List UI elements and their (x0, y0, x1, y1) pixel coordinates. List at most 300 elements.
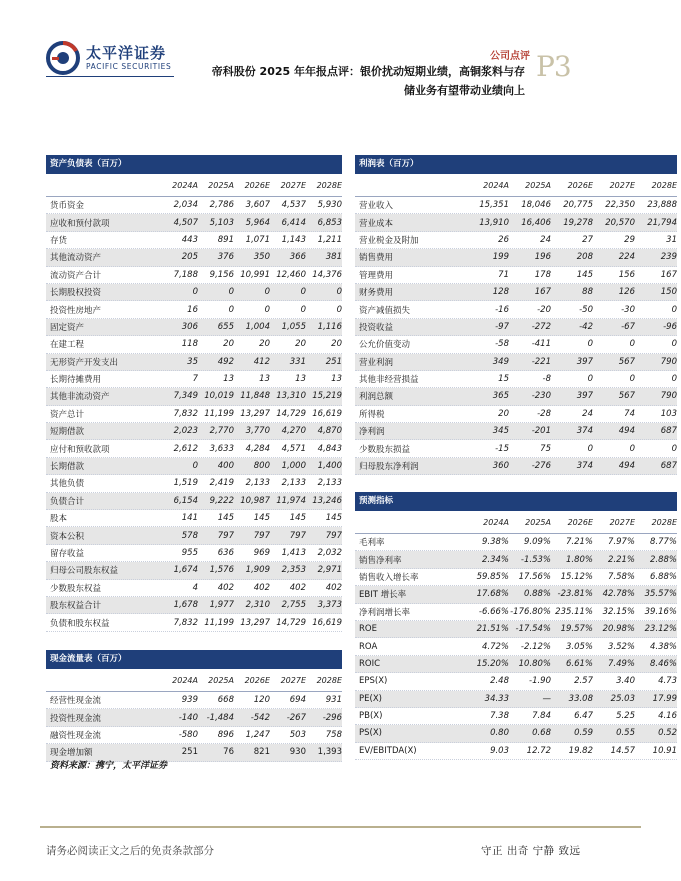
table-cell: 199 (492, 252, 509, 263)
table-cell: 75 (540, 443, 551, 454)
table-cell: 1,055 (281, 321, 306, 332)
column-header: 2024A (483, 517, 509, 527)
table-row (46, 475, 342, 492)
table-cell: 0 (587, 374, 593, 385)
table-cell: 22,350 (605, 200, 635, 211)
table-cell: 376 (217, 252, 234, 263)
table-cell: -17.54% (515, 624, 551, 635)
forecast-body (355, 534, 677, 760)
table-cell: -67 (621, 321, 635, 332)
table-row (46, 562, 342, 579)
table-cell: 178 (534, 269, 551, 280)
table-cell: -2.12% (520, 641, 551, 652)
table-cell: 126 (618, 287, 635, 298)
table-cell: 494 (618, 461, 635, 472)
table-cell: 7,832 (173, 408, 198, 419)
column-header: 2027E (609, 517, 635, 527)
row-label: 长期股权投资 (50, 288, 102, 299)
table-cell: 145 (325, 513, 342, 524)
table-cell: 567 (618, 391, 635, 402)
table-row (355, 621, 677, 638)
table-cell: 891 (217, 234, 234, 245)
balance-sheet-body (46, 197, 342, 632)
table-cell: 20 (498, 408, 509, 419)
table-cell: 20,570 (605, 217, 635, 228)
table-cell: 1,413 (281, 548, 306, 558)
table-cell: 145 (289, 513, 306, 524)
column-header: 2024A (172, 675, 198, 685)
table-cell: 0 (264, 304, 270, 315)
table-cell: 1,116 (317, 321, 342, 332)
table-cell: -1.90 (529, 676, 551, 687)
table-cell: 4,537 (281, 200, 306, 211)
row-label: PS(X) (359, 728, 382, 739)
table-row (355, 725, 677, 742)
table-row (355, 319, 677, 336)
table-cell: 797 (325, 530, 342, 541)
table-row (46, 727, 342, 744)
table-cell: 492 (217, 356, 234, 367)
table-cell: 374 (576, 461, 593, 472)
table-row (46, 493, 342, 510)
row-label: 负债和股东权益 (50, 618, 110, 629)
table-cell: 636 (217, 548, 234, 558)
table-cell: 19.57% (560, 624, 593, 635)
footer-disclaimer: 请务必阅读正文之后的免责条款部分 (46, 845, 214, 857)
table-cell: 13,910 (479, 217, 509, 228)
table-cell: 1,519 (173, 478, 198, 489)
row-label: 其他非流动资产 (50, 392, 110, 403)
table-row (355, 354, 677, 371)
row-label: 短期借款 (50, 427, 85, 438)
table-cell: 12,460 (276, 269, 306, 280)
table-cell: 13,297 (240, 617, 270, 628)
table-cell: 955 (181, 548, 198, 558)
table-row (355, 458, 677, 475)
table-cell: 10,991 (240, 269, 270, 280)
table-row (46, 284, 342, 301)
row-label: 营业税金及附加 (359, 235, 419, 246)
column-header: 2025A (525, 517, 551, 527)
row-label: 留存收益 (50, 549, 85, 559)
table-cell: 21.51% (476, 624, 509, 635)
table-cell: -58 (495, 339, 509, 350)
column-header: 2026E (244, 675, 270, 685)
table-cell: 17.68% (476, 589, 509, 600)
table-cell: 3,607 (245, 200, 270, 211)
table-cell: 39.16% (644, 606, 677, 617)
table-cell: 145 (253, 513, 270, 524)
column-header: 2028E (651, 180, 677, 190)
table-cell: 931 (325, 695, 342, 706)
row-label: 销售净利率 (359, 555, 402, 566)
table-cell: 567 (618, 356, 635, 367)
table-row (46, 214, 342, 231)
row-label: 投资收益 (359, 322, 394, 333)
table-cell: 2,419 (209, 478, 234, 489)
row-label: 存货 (50, 235, 68, 246)
table-cell: 2,034 (173, 200, 198, 211)
table-row (355, 638, 677, 655)
table-cell: 251 (181, 747, 198, 758)
page-number: P3 (536, 50, 571, 83)
data-source-note: 资料来源：携宁，太平洋证券 (50, 761, 168, 771)
table-cell: 0 (671, 304, 677, 315)
table-row (46, 267, 342, 284)
row-label: 固定资产 (50, 322, 85, 333)
table-cell: 18,046 (521, 200, 551, 211)
table-cell: 4.72% (481, 641, 509, 652)
table-cell: 10,019 (204, 391, 234, 402)
table-cell: 1,211 (317, 234, 342, 245)
table-cell: 13 (295, 374, 306, 385)
table-cell: 20 (259, 339, 270, 350)
table-cell: 1.80% (565, 554, 593, 565)
table-cell: 687 (660, 461, 677, 472)
table-cell: 758 (325, 729, 342, 740)
table-cell: 59.85% (476, 571, 509, 582)
row-label: 少数股东损益 (359, 444, 411, 455)
table-row (46, 458, 342, 475)
table-cell: -221 (531, 356, 551, 367)
table-cell: 0.80 (490, 728, 509, 739)
table-cell: 19.82 (568, 745, 593, 756)
table-cell: 2,133 (281, 478, 306, 489)
row-label: 营业利润 (359, 357, 394, 368)
table-cell: 8.46% (649, 658, 677, 669)
logo-en-text: PACIFIC SECURITIES (86, 62, 172, 71)
row-label: 其他负债 (50, 479, 85, 490)
table-cell: 349 (492, 356, 509, 367)
column-header: 2028E (316, 180, 342, 190)
row-label: ROIC (359, 658, 381, 669)
table-cell: 381 (325, 252, 342, 263)
header-rule (46, 76, 174, 77)
table-cell: 23.12% (644, 624, 677, 635)
table-cell: 4.73 (658, 676, 677, 687)
table-row (355, 388, 677, 405)
income-statement-body (355, 197, 677, 475)
table-cell: 71 (498, 269, 509, 280)
report-category: 公司点评 (490, 51, 530, 62)
column-header: 2028E (316, 675, 342, 685)
row-label: 归母公司股东权益 (50, 566, 119, 577)
table-cell: 224 (618, 252, 635, 263)
table-cell: 345 (492, 426, 509, 437)
table-row (355, 691, 677, 708)
table-cell: 2,032 (317, 548, 342, 558)
table-cell: 10,987 (240, 495, 270, 506)
table-cell: 29 (624, 234, 635, 245)
table-cell: 15,351 (479, 200, 509, 211)
table-row (355, 249, 677, 266)
table-cell: -23.81% (557, 589, 593, 600)
balance-sheet-header-row (46, 174, 342, 197)
table-cell: 494 (618, 426, 635, 437)
table-cell: 969 (253, 548, 270, 558)
row-label: 股东权益合计 (50, 601, 102, 612)
row-label: 归母股东净利润 (359, 462, 419, 473)
row-label: 净利润 (359, 427, 385, 438)
row-label: 少数股东权益 (50, 583, 102, 594)
table-row (355, 232, 677, 249)
column-header: 2027E (609, 180, 635, 190)
table-cell: 7.58% (607, 571, 635, 582)
row-label: 货币资金 (50, 201, 85, 212)
table-cell: 35.57% (644, 589, 677, 600)
table-cell: -1,484 (206, 712, 234, 723)
table-cell: 797 (289, 530, 306, 541)
table-row (46, 197, 342, 214)
row-label: 在建工程 (50, 340, 85, 351)
table-row (46, 232, 342, 249)
table-cell: 400 (217, 461, 234, 472)
table-cell: 2,755 (281, 600, 306, 611)
table-cell: 167 (534, 287, 551, 298)
table-row (46, 423, 342, 440)
table-cell: 31 (666, 234, 677, 245)
table-row (355, 604, 677, 621)
table-row (355, 569, 677, 586)
table-cell: 196 (534, 252, 551, 263)
table-cell: 145 (576, 269, 593, 280)
table-cell: 0 (192, 287, 198, 298)
table-cell: 687 (660, 426, 677, 437)
table-cell: 6.47 (574, 711, 593, 722)
table-cell: 0 (264, 287, 270, 298)
table-cell: 23,888 (647, 200, 677, 211)
table-cell: 797 (253, 530, 270, 541)
table-cell: -542 (250, 712, 270, 723)
column-header: 2026E (567, 517, 593, 527)
table-cell: -97 (495, 321, 509, 332)
table-cell: 14,729 (276, 408, 306, 419)
table-cell: 0.59 (574, 728, 593, 739)
table-cell: 3,373 (317, 600, 342, 611)
table-cell: 7,349 (173, 391, 198, 402)
table-cell: 1,000 (281, 461, 306, 472)
table-cell: -201 (531, 426, 551, 437)
table-cell: 2,310 (245, 600, 270, 611)
table-cell: 15.20% (476, 658, 509, 669)
table-cell: 33.08 (568, 693, 593, 704)
table-cell: 11,848 (240, 391, 270, 402)
table-cell: 443 (181, 234, 198, 245)
table-cell: 35 (187, 356, 198, 367)
table-cell: -296 (322, 712, 342, 723)
table-cell: 13 (259, 374, 270, 385)
table-cell: 145 (217, 513, 234, 524)
column-header: 2026E (244, 180, 270, 190)
table-cell: 0 (192, 461, 198, 472)
report-title (185, 62, 525, 100)
table-row (46, 580, 342, 597)
table-cell: 0 (629, 374, 635, 385)
footer-motto: 守正 出奇 宁静 致远 (481, 845, 581, 857)
table-cell: 76 (223, 747, 234, 758)
table-cell: 7,188 (173, 269, 198, 280)
table-cell: 7,832 (173, 617, 198, 628)
table-row (355, 534, 677, 551)
table-cell: 4,843 (317, 443, 342, 454)
table-row (355, 267, 677, 284)
table-cell: 0 (671, 339, 677, 350)
table-cell: 9.03 (490, 745, 509, 756)
table-cell: 1,004 (245, 321, 270, 332)
row-label: 股本 (50, 514, 68, 525)
company-logo (46, 36, 186, 80)
table-cell: -20 (537, 304, 551, 315)
table-cell: 150 (660, 287, 677, 298)
table-cell: 1,400 (317, 461, 342, 472)
table-row (46, 709, 342, 726)
income-statement-table (355, 155, 677, 475)
table-cell: 2.34% (481, 554, 509, 565)
footer-rule (40, 826, 641, 828)
table-cell: 0.68 (532, 728, 551, 739)
table-row (46, 597, 342, 614)
row-label: 销售收入增长率 (359, 572, 419, 583)
table-cell: 14.57 (610, 745, 635, 756)
table-cell: 16 (187, 304, 198, 315)
row-label: 长期待摊费用 (50, 375, 102, 386)
table-cell: 0.55 (616, 728, 635, 739)
table-cell: 13,310 (276, 391, 306, 402)
table-row (355, 656, 677, 673)
cash-flow-body (46, 692, 342, 762)
table-cell: 88 (582, 287, 593, 298)
table-cell: 360 (492, 461, 509, 472)
table-cell: 2,770 (209, 426, 234, 437)
table-cell: 16,619 (312, 617, 342, 628)
table-cell: 24 (540, 234, 551, 245)
table-row (355, 301, 677, 318)
table-row (46, 406, 342, 423)
table-cell: 5,103 (209, 217, 234, 228)
row-label: 营业成本 (359, 218, 394, 229)
table-cell: 17.56% (518, 571, 551, 582)
table-row (46, 545, 342, 562)
table-cell: -230 (531, 391, 551, 402)
table-cell: 4 (192, 582, 198, 593)
row-label: ROE (359, 624, 377, 635)
table-cell: 4,270 (281, 426, 306, 437)
table-cell: 26 (498, 234, 509, 245)
column-header: 2025A (208, 180, 234, 190)
table-cell: -50 (579, 304, 593, 315)
table-row (355, 440, 677, 457)
table-cell: 4.16 (658, 711, 677, 722)
table-cell: 3.05% (565, 641, 593, 652)
table-cell: 3,770 (245, 426, 270, 437)
table-cell: 790 (660, 356, 677, 367)
table-cell: 0 (300, 304, 306, 315)
table-row (355, 214, 677, 231)
table-cell: 4,284 (245, 443, 270, 454)
table-cell: 0 (629, 339, 635, 350)
row-label: 毛利率 (359, 538, 385, 549)
table-row (355, 406, 677, 423)
cash-flow-table (46, 650, 342, 762)
table-row (355, 197, 677, 214)
table-cell: 4,870 (317, 426, 342, 437)
table-cell: 7.97% (607, 537, 635, 548)
table-cell: 2,353 (281, 565, 306, 576)
table-cell: 4.38% (649, 641, 677, 652)
table-cell: -30 (621, 304, 635, 315)
table-cell: 11,974 (276, 495, 306, 506)
row-label: 流动资产合计 (50, 270, 102, 281)
table-cell: -16 (495, 304, 509, 315)
table-cell: -1.53% (520, 554, 551, 565)
table-cell: — (542, 693, 551, 704)
table-cell: 34.33 (484, 693, 509, 704)
column-header: 2024A (483, 180, 509, 190)
logo-icon (46, 39, 80, 77)
table-cell: 141 (181, 513, 198, 524)
table-cell: 4,507 (173, 217, 198, 228)
table-cell: 17.99 (652, 693, 677, 704)
table-cell: 15.12% (560, 571, 593, 582)
table-cell: 0 (671, 443, 677, 454)
table-cell: 6,414 (281, 217, 306, 228)
table-cell: 503 (289, 729, 306, 740)
table-cell: 11,199 (204, 617, 234, 628)
table-row (355, 423, 677, 440)
table-cell: 128 (492, 287, 509, 298)
table-cell: 20,775 (563, 200, 593, 211)
row-label: 经营性现金流 (50, 696, 102, 707)
row-label: 营业收入 (359, 201, 394, 212)
table-cell: 2,133 (317, 478, 342, 489)
logo-cn-text: 太平洋证券 (86, 44, 167, 62)
table-cell: 1,576 (209, 565, 234, 576)
table-cell: -6.66% (478, 606, 509, 617)
row-label: PE(X) (359, 693, 382, 704)
table-cell: 1,977 (209, 600, 234, 611)
table-cell: 74 (624, 408, 635, 419)
table-cell: 27 (582, 234, 593, 245)
table-cell: 397 (576, 356, 593, 367)
table-cell: 402 (253, 582, 270, 593)
table-cell: 1,909 (245, 565, 270, 576)
row-label: 投资性房地产 (50, 305, 102, 316)
table-cell: 2.88% (649, 554, 677, 565)
report-title-line1: 帝科股份 2025 年年报点评：银价扰动短期业绩，高铜浆料与存 (211, 65, 525, 78)
table-cell: 24 (582, 408, 593, 419)
table-cell: 2,786 (209, 200, 234, 211)
table-cell: 2.21% (607, 554, 635, 565)
table-cell: 167 (660, 269, 677, 280)
table-cell: 930 (289, 747, 306, 758)
table-cell: 16,619 (312, 408, 342, 419)
row-label: 融资性现金流 (50, 730, 102, 741)
table-cell: 1,071 (245, 234, 270, 245)
row-label: 管理费用 (359, 270, 394, 281)
balance-sheet-title: 资产负债表（百万） (46, 155, 342, 174)
table-cell: 365 (492, 391, 509, 402)
table-cell: 16,406 (521, 217, 551, 228)
table-cell: 6,853 (317, 217, 342, 228)
cash-flow-title: 现金流量表（百万） (46, 650, 342, 669)
table-cell: 156 (618, 269, 635, 280)
row-label: 资本公积 (50, 531, 85, 542)
row-label: 其他非经营损益 (359, 375, 419, 386)
table-cell: 6.88% (649, 571, 677, 582)
table-cell: -42 (579, 321, 593, 332)
table-cell: 896 (217, 729, 234, 740)
table-cell: 13,246 (312, 495, 342, 506)
